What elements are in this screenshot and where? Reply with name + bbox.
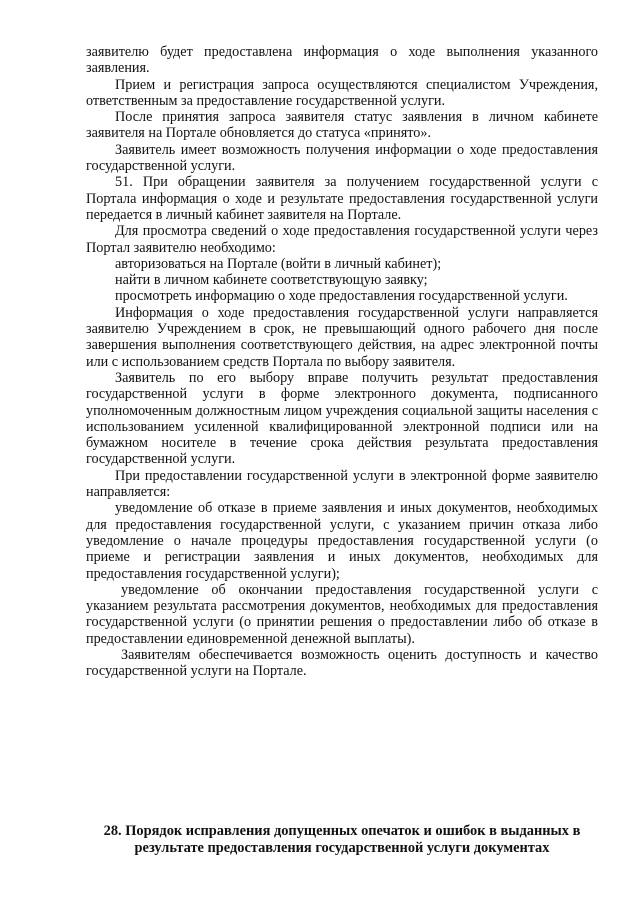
list-item-find: найти в личном кабинете соответствующую заявку; bbox=[115, 272, 428, 289]
paragraph-view-info: Для просмотра сведений о ходе предоставления государственной услуги через Портал заявителю необходимо: bbox=[86, 223, 598, 256]
paragraph-info-sent: Информация о ходе предоставления государственной услуги направляется заявителю Учреждением в срок, не превышающий одного рабочего дня после завершения выполнения соответствующего действия, на адрес электронной почты или с использованием средств Портала по выбору заявителя. bbox=[86, 304, 598, 370]
list-item-view: просмотреть информацию о ходе предоставления государственной услуги. bbox=[115, 288, 568, 305]
paragraph-reception: Прием и регистрация запроса осуществляются специалистом Учреждения, ответственным за предоставление государственной услуги. bbox=[86, 76, 598, 109]
paragraph-status: После принятия запроса заявителя статус заявления в личном кабинете заявителя на Портале обновляется до статуса «принято». bbox=[86, 109, 598, 142]
paragraph-electronic-form: При предоставлении государственной услуги в электронной форме заявителю направляется: bbox=[86, 467, 598, 501]
paragraph-info-possibility: Заявитель имеет возможность получения информации о ходе предоставления государственной услуги. bbox=[86, 141, 598, 175]
paragraph-51: 51. При обращении заявителя за получением государственной услуги с Портала информация о ходе и результате предоставления государственной услуги передается в личный кабинет заявителя на Портале. bbox=[86, 174, 598, 223]
document-body bbox=[86, 44, 598, 680]
paragraph-result-choice: Заявитель по его выбору вправе получить результат предоставления государственной услуги в форме электронного документа, подписанного уполномоченным должностным лицом учреждения социальной защиты населения с использованием усиленной квалифицированной электронной подписи или на бумажном носителе в течение срока действия результата предоставления государственной услуги. bbox=[86, 369, 598, 468]
list-item-authorize: авторизоваться на Портале (войти в личный кабинет); bbox=[115, 255, 442, 272]
paragraph-evaluation: Заявителям обеспечивается возможность оценить доступность и качество государственной услуги на Портале. bbox=[86, 646, 598, 680]
paragraph-continuation: заявителю будет предоставлена информация о ходе выполнения указанного заявления. bbox=[86, 44, 598, 77]
section-title: 28. Порядок исправления допущенных опечаток и ошибок в выданных в результате предоставления государственной услуги документах bbox=[103, 823, 581, 856]
list-item-completion-notice: уведомление об окончании предоставления государственной услуги с указанием результата рассмотрения документов, необходимых для предоставления государственной услуги (о принятии решения о предоставлении либо об отказе в предоставлении единовременной денежной выплаты). bbox=[86, 581, 598, 647]
list-item-refusal-notice: уведомление об отказе в приеме заявления и иных документов, необходимых для предоставления государственной услуги, с указанием причин отказа либо уведомление о начале процедуры предоставления государственной услуги (о приеме и регистрации заявления и иных документов, необходимых для предоставления государственной услуги); bbox=[86, 500, 598, 582]
